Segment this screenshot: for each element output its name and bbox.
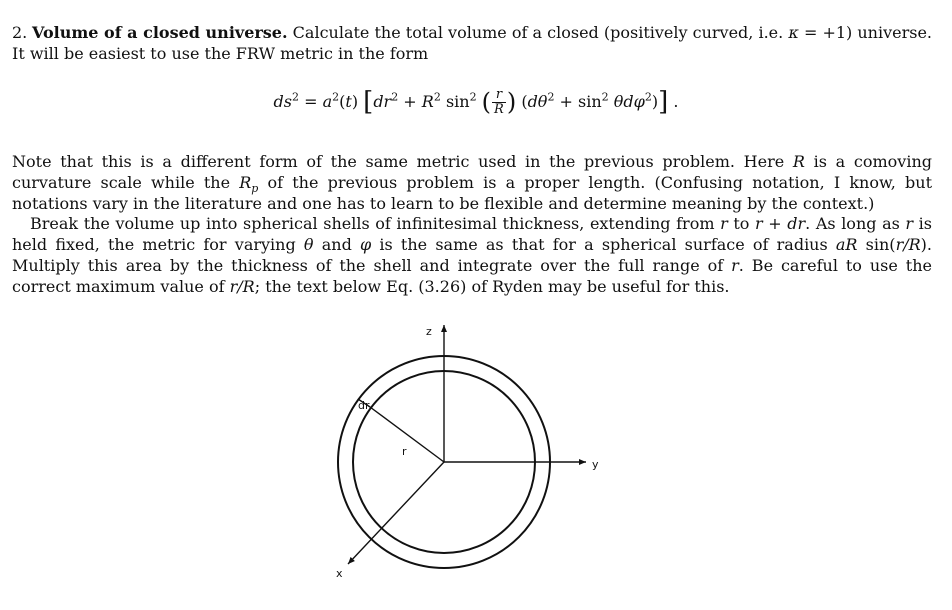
instructions-plus: + (762, 214, 788, 233)
eq-time: t (345, 92, 352, 111)
instructions-paragraph (12, 213, 932, 297)
symbol-phi: φ (360, 235, 372, 254)
kappa-symbol: κ (788, 23, 799, 42)
symbol-Rp: R (239, 173, 252, 192)
x-axis-label: x (336, 567, 343, 580)
symbol-r: r (755, 214, 763, 233)
instructions-sin: sin( (857, 235, 896, 254)
symbol-R: R (792, 152, 805, 171)
problem-statement (12, 22, 932, 64)
instructions-text-4: is the same as that for a spherical surface of radius (371, 235, 836, 254)
x-axis (348, 462, 444, 564)
symbol-r-over-R: r/R (895, 235, 921, 254)
symbol-theta: θ (303, 235, 314, 254)
instructions-close-paren: ) (920, 235, 927, 254)
notation-text-1: Note that this is a different form of the same metric used in the previous problem. Here (12, 152, 793, 171)
symbol-r-over-R: r/R (229, 277, 255, 296)
eq-frac-numerator: r (492, 88, 506, 103)
eq-sin-2: sin (578, 92, 602, 111)
notation-paragraph (12, 151, 932, 214)
instructions-text-5: . Multiply this area by the thickness of the shell and integrate over the full range of (12, 235, 932, 275)
eq-frac-denominator: R (494, 102, 504, 117)
y-axis-label: y (592, 458, 599, 471)
eq-fraction (492, 88, 506, 117)
eq-dr: dr (373, 92, 392, 111)
instructions-and: and (313, 235, 361, 254)
frw-metric-equation: $ds^2 = a^2(t) [dr^2 + R^2$ $\sin^2$ ( $\frac{r}{R}$ ) $(d\theta^2 + \sin^2 \theta d\varphi^2)$] . (273, 87, 679, 117)
notation-text-2: is a comoving curvature scale while the (12, 152, 933, 192)
radius-line (370, 407, 444, 462)
eq-sin: sin (445, 92, 470, 111)
symbol-r: r (720, 214, 728, 233)
problem-intro-text: Calculate the total volume of a closed (positively curved, i.e. (292, 23, 789, 42)
instructions-text-3: is held fixed, the metric for varying (12, 214, 932, 254)
instructions-to: to (727, 214, 756, 233)
eq-dtheta: dθ (527, 92, 548, 111)
z-axis-label: z (426, 325, 432, 338)
eq-curvature-R: R (421, 92, 434, 111)
symbol-aR: aR (835, 235, 858, 254)
eq-ds: ds (273, 92, 292, 111)
symbol-dr: dr (787, 214, 806, 233)
eq-scale-factor: a (322, 92, 333, 111)
symbol-Rp-subscript: p (251, 182, 259, 196)
symbol-r: r (905, 214, 914, 233)
instructions-text-7: ; the text below Eq. (3.26) of Ryden may be useful for this. (254, 277, 730, 296)
problem-number: 2. (12, 23, 28, 42)
symbol-r: r (731, 256, 739, 275)
problem-title: Volume of a closed universe. (32, 23, 288, 42)
radius-label: r (402, 445, 407, 458)
instructions-text-2: . As long as (805, 214, 906, 233)
instructions-text-1: Break the volume up into spherical shells of infinitesimal thickness, extending from (30, 214, 721, 233)
eq-theta: θ (613, 92, 624, 111)
instructions-text-6: . Be careful to use the correct maximum value of (12, 256, 932, 296)
notation-text-3: of the previous problem is a proper length. (Confusing notation, I know, but notations vary in the literature and one has to learn to be flexible and determine meaning by the context.) (12, 173, 933, 213)
thickness-label: dr (358, 399, 370, 412)
spherical-shell-diagram (318, 313, 618, 593)
eq-dphi: dφ (623, 92, 645, 111)
problem-intro-text-2: = +1) universe. It will be easiest to use the FRW metric in the form (12, 23, 933, 63)
